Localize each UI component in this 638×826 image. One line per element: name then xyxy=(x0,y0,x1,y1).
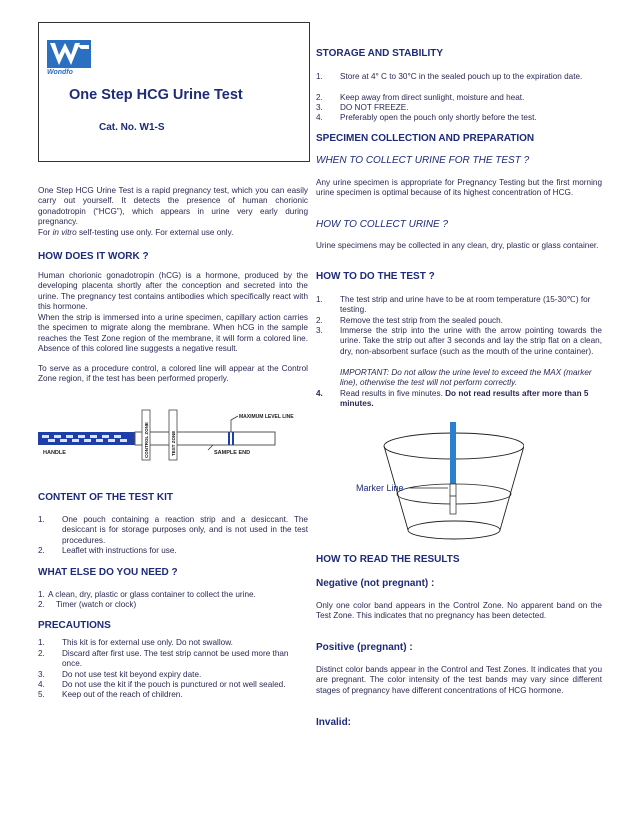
control-zone-label: CONTROL ZONE xyxy=(144,422,149,458)
intro-use-note: For in vitro self-testing use only. For external use only. xyxy=(38,228,234,237)
list-item: 2. Leaflet with instructions for use. xyxy=(38,546,177,555)
logo-wordmark: Wondfo xyxy=(47,69,73,76)
do-test-heading: HOW TO DO THE TEST ? xyxy=(316,271,435,282)
page-title: One Step HCG Urine Test xyxy=(69,87,243,103)
list-item: 1. One pouch containing a reaction strip and a desiccant. The desiccant is for storage purposes only, and is not used in the test procedures. xyxy=(38,515,308,545)
how-collect-heading: HOW TO COLLECT URINE ? xyxy=(316,219,449,230)
negative-text: Only one color band appears in the Control Zone. No apparent band on the Test Zone. This indicates that no pregnancy has been detected. xyxy=(316,601,602,621)
title-box xyxy=(38,22,310,162)
catalog-number: Cat. No. W1-S xyxy=(99,122,165,133)
list-item: 4. Preferably open the pouch only shortly before the test. xyxy=(316,113,537,122)
how-collect-text: Urine specimens may be collected in any clean, dry, plastic or glass container. xyxy=(316,241,599,250)
list-item: 1. A clean, dry, plastic or glass container to collect the urine. xyxy=(38,590,256,599)
how-it-works-p1: Human chorionic gonadotropin (hCG) is a hormone, produced by the developing placenta shortly after the conception and secreted into the urine. The pregnancy test contains antibodies which specifically react with this hormone. xyxy=(38,271,308,312)
test-strip-diagram xyxy=(38,408,308,464)
marker-line-label: Marker Line xyxy=(356,483,404,493)
else-need-heading: WHAT ELSE DO YOU NEED ? xyxy=(38,567,178,578)
list-item: 2. Keep away from direct sunlight, moisture and heat. xyxy=(316,93,525,102)
list-item: 3. Do not use test kit beyond expiry date. xyxy=(38,670,202,679)
max-level-line-label: MAXIMUM LEVEL LINE xyxy=(239,414,294,420)
how-it-works-p2: When the strip is immersed into a urine specimen, capillary action carries the specimen to migrate along the membrane. When hCG in the sample reaches the Test Zone region of the membrane, it will form a colored line. Absence of this colored line suggests a negative result. xyxy=(38,313,308,354)
test-strip-shape xyxy=(450,422,456,484)
list-item: 5. Keep out of the reach of children. xyxy=(38,690,183,699)
storage-heading: STORAGE AND STABILITY xyxy=(316,48,444,59)
important-note: IMPORTANT: Do not allow the urine level to exceed the MAX (marker line), otherwise the test will not perform correctly. xyxy=(340,368,592,388)
how-it-works-heading: HOW DOES IT WORK ? xyxy=(38,251,149,262)
sample-end-label: SAMPLE END xyxy=(214,450,251,456)
list-item: 2. Discard after first use. The test strip cannot be used more than once. xyxy=(38,649,289,669)
list-item: 2. Timer (watch or clock) xyxy=(38,600,137,609)
read-results-heading: HOW TO READ THE RESULTS xyxy=(316,554,460,565)
positive-heading: Positive (pregnant) : xyxy=(316,642,413,653)
list-item: 4. Do not use the kit if the pouch is punctured or not well sealed. xyxy=(38,680,286,689)
when-collect-heading: WHEN TO COLLECT URINE FOR THE TEST ? xyxy=(316,155,530,166)
list-item: 1. This kit is for external use only. Do not swallow. xyxy=(38,638,233,647)
wondfo-logo xyxy=(47,40,93,78)
invalid-heading: Invalid: xyxy=(316,717,352,728)
positive-text: Distinct color bands appear in the Control and Test Zones. It indicates that you are pregnant. The color intensity of the test bands may vary since different stages of pregnancy have different concentrations of HCG hormone. xyxy=(316,665,602,695)
negative-heading: Negative (not pregnant) : xyxy=(316,578,435,589)
when-collect-text: Any urine specimen is appropriate for Pregnancy Testing but the first morning urine specimen is optimal because of its highest concentration of HCG. xyxy=(316,178,602,198)
list-item: 4. Read results in five minutes. Do not read results after more than 5 minutes. xyxy=(316,389,589,409)
list-item: 2. Remove the test strip from the sealed pouch. xyxy=(316,316,503,325)
urine-cup-diagram xyxy=(344,418,524,544)
list-item: 1. The test strip and urine have to be at room temperature (15-30℃) for testing. xyxy=(316,295,591,315)
how-it-works-p3: To serve as a procedure control, a colored line will appear at the Control Zone region, if the test has been performed properly. xyxy=(38,364,308,384)
strip-handle-shape xyxy=(38,432,135,445)
list-item: 3. DO NOT FREEZE. xyxy=(316,103,409,112)
specimen-heading: SPECIMEN COLLECTION AND PREPARATION xyxy=(316,133,535,144)
content-kit-heading: CONTENT OF THE TEST KIT xyxy=(38,492,173,503)
test-zone-label: TEST ZONE xyxy=(171,430,176,456)
list-item: 1. Store at 4° C to 30°C in the sealed pouch up to the expiration date. xyxy=(316,72,583,81)
precautions-heading: PRECAUTIONS xyxy=(38,620,111,631)
handle-label: HANDLE xyxy=(43,450,66,456)
intro-paragraph: One Step HCG Urine Test is a rapid pregnancy test, which you can easily carry out yourself. It detects the presence of human chorionic gonadotropin (“HCG”), which appears in urine very early during pregnancy. xyxy=(38,186,308,227)
list-item: 3. Immerse the strip into the urine with the arrow pointing towards the urine. Take the strip out after 3 seconds and lay the strip flat on a clean, dry, non-absorbent surface (such as the mouth of the urine container). xyxy=(316,326,602,356)
